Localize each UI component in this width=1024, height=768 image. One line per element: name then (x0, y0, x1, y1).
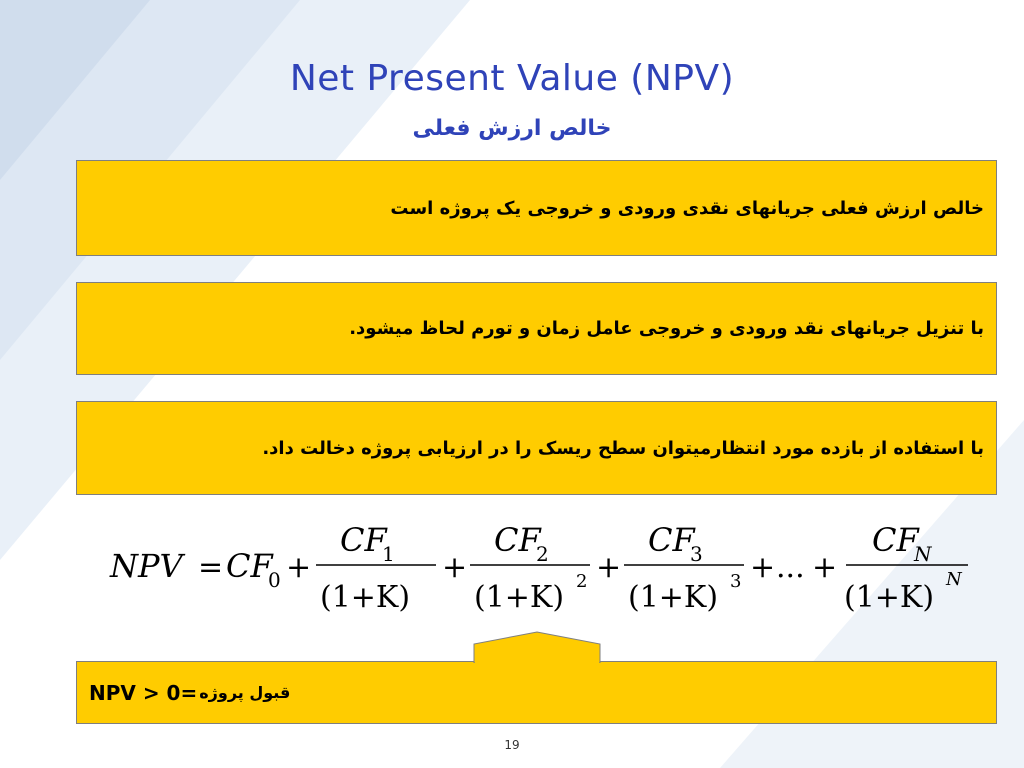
term1-num-sub: 1 (382, 542, 395, 566)
definition-box (76, 160, 997, 256)
term1-plus: + (442, 550, 468, 585)
term2-den: (1+K) (474, 580, 565, 615)
formula-ellipsis: ... (776, 550, 805, 585)
callout-tab (470, 630, 604, 663)
term1-den: (1+K) (320, 580, 411, 615)
decision-condition: NPV > 0= (89, 680, 198, 705)
formula-equals: = (198, 550, 224, 585)
term2-num-sub: 2 (536, 542, 549, 566)
term3-exp: 3 (730, 571, 742, 592)
termN-num-sub: N (914, 542, 932, 566)
term2-exp: 2 (576, 571, 588, 592)
formula-cf0-sub: 0 (268, 568, 281, 592)
termN-den: (1+K) (844, 580, 935, 615)
slide-title: Net Present Value (NPV) (289, 58, 735, 99)
term2-plus: + (596, 550, 622, 585)
formula-lhs: NPV (110, 547, 183, 585)
slide-subtitle: خالص ارزش فعلی (412, 116, 612, 141)
formula-plus: + (286, 550, 312, 585)
npv-formula (100, 515, 980, 625)
formula-cf0: CF (226, 547, 273, 585)
discounting-box (76, 282, 997, 375)
formula-plus-last: + (812, 550, 838, 585)
term3-num-sub: 3 (690, 542, 703, 566)
term1-num: CF (340, 521, 387, 559)
risk-text: با استفاده از بازده مورد انتظارمیتوان سطح ریسک را در ارزیابی پروژه دخالت داد. (262, 437, 984, 459)
definition-text: خالص ارزش فعلی جریانهای نقدی ورودی و خروجی یک پروژه است (390, 197, 984, 219)
termN-exp: N (946, 569, 962, 590)
discounting-text: با تنزیل جریانهای نقد ورودی و خروجی عامل زمان و تورم لحاظ میشود. (349, 318, 984, 339)
termN-num: CF (872, 521, 919, 559)
page-number: 19 (504, 738, 520, 752)
term3-den: (1+K) (628, 580, 719, 615)
term3-num: CF (648, 521, 695, 559)
decision-box (76, 661, 997, 724)
term3-plus: + (750, 550, 776, 585)
risk-box (76, 401, 997, 495)
decision-label: قبول پروژه (199, 683, 291, 702)
term2-num: CF (494, 521, 541, 559)
